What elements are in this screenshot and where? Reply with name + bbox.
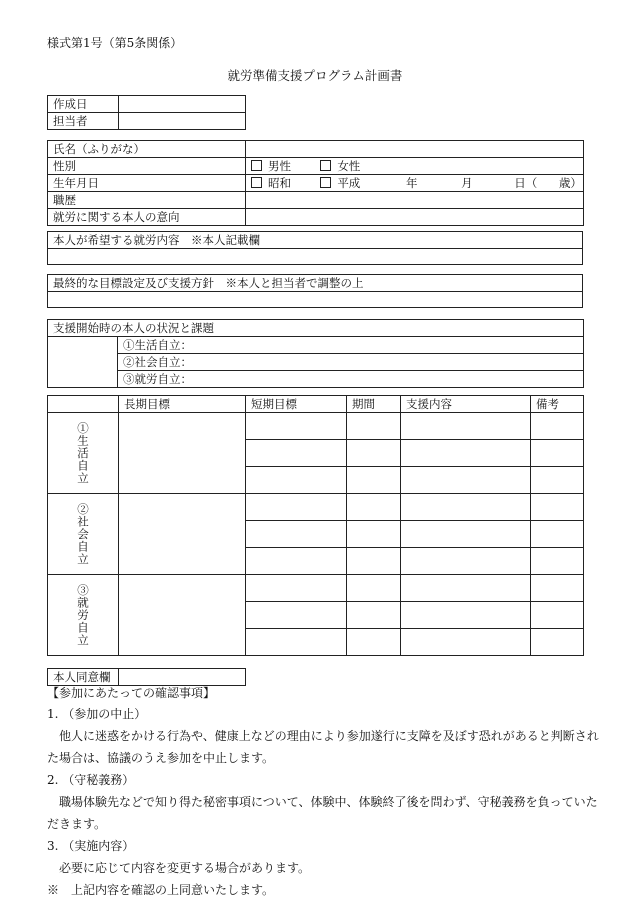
plan-cell[interactable] (347, 575, 401, 602)
name-field[interactable] (246, 141, 584, 158)
plan-cell[interactable] (401, 494, 531, 521)
plan-cell[interactable] (531, 440, 584, 467)
notes-final: ※ 上記内容を確認の上同意いたします。 (47, 883, 275, 897)
plan-cell[interactable] (401, 548, 531, 575)
showa-checkbox[interactable] (251, 177, 262, 188)
gender-field (246, 158, 584, 175)
wish-table (47, 231, 583, 265)
status-item-2[interactable]: ②社会自立： (118, 354, 584, 371)
note-1-title: 1. （参加の中止） (47, 707, 147, 721)
plan-cell[interactable] (531, 629, 584, 656)
note-3-title: 3. （実施内容） (47, 839, 135, 853)
status-label: 支援開始時の本人の状況と課題 (48, 320, 584, 337)
wish-field[interactable] (48, 249, 583, 265)
plan-cell[interactable] (401, 521, 531, 548)
intention-field[interactable] (246, 209, 584, 226)
form-number: 様式第1号（第5条関係） (47, 36, 183, 50)
female-checkbox[interactable] (320, 160, 331, 171)
plan-cell[interactable] (401, 575, 531, 602)
plan-header-content: 支援内容 (401, 396, 531, 413)
notes-heading: 【参加にあたっての確認事項】 (47, 686, 216, 700)
plan-cell[interactable] (401, 413, 531, 440)
plan-cell[interactable] (246, 602, 347, 629)
plan-cell[interactable] (531, 413, 584, 440)
day-label: 日（ (514, 176, 538, 190)
plan-cell[interactable] (347, 548, 401, 575)
plan-table (47, 395, 584, 656)
plan-cell[interactable] (347, 602, 401, 629)
page-title: 就労準備支援プログラム計画書 (227, 68, 403, 83)
female-label: 女性 (337, 159, 361, 173)
plan-cell[interactable] (531, 521, 584, 548)
note-3-line-1: 必要に応じて内容を変更する場合があります。 (59, 861, 311, 875)
plan-section-3-long[interactable] (119, 575, 246, 656)
status-table (47, 319, 584, 388)
policy-label: 最終的な目標設定及び支援方針 ※本人と担当者で調整の上 (48, 275, 583, 292)
created-label: 作成日 (48, 96, 119, 113)
plan-cell[interactable] (401, 467, 531, 494)
plan-cell[interactable] (401, 602, 531, 629)
plan-cell[interactable] (531, 602, 584, 629)
plan-cell[interactable] (531, 494, 584, 521)
plan-cell[interactable] (401, 440, 531, 467)
plan-cell[interactable] (246, 440, 347, 467)
plan-header-short: 短期目標 (246, 396, 347, 413)
plan-section-2-long[interactable] (119, 494, 246, 575)
plan-cell[interactable] (347, 440, 401, 467)
plan-cell[interactable] (347, 629, 401, 656)
birth-label: 生年月日 (48, 175, 246, 192)
plan-cell[interactable] (347, 413, 401, 440)
profile-table (47, 140, 584, 226)
plan-cell[interactable] (531, 548, 584, 575)
plan-header-long: 長期目標 (119, 396, 246, 413)
policy-table (47, 274, 583, 308)
notes (47, 683, 599, 901)
name-label: 氏名（ふりがな） (48, 141, 246, 158)
plan-cell[interactable] (531, 467, 584, 494)
staff-field[interactable] (119, 113, 246, 130)
plan-cell[interactable] (246, 629, 347, 656)
note-1-line-2: た場合は、協議のうえ参加を中止します。 (47, 751, 275, 765)
plan-cell[interactable] (246, 521, 347, 548)
male-checkbox[interactable] (251, 160, 262, 171)
birth-field (246, 175, 584, 192)
policy-field[interactable] (48, 292, 583, 308)
plan-cell[interactable] (531, 575, 584, 602)
heisei-label: 平成 (337, 176, 361, 190)
male-label: 男性 (268, 159, 291, 173)
consent-label: 本人同意欄 (48, 669, 119, 686)
plan-header-blank (48, 396, 119, 413)
plan-cell[interactable] (347, 467, 401, 494)
plan-cell[interactable] (401, 629, 531, 656)
plan-section-1-long[interactable] (119, 413, 246, 494)
meta-table (47, 95, 246, 130)
plan-section-1-label: ①生活自立 (48, 413, 119, 494)
month-label: 月 (461, 176, 473, 190)
status-item-1[interactable]: ①生活自立： (118, 337, 584, 354)
career-field[interactable] (246, 192, 584, 209)
plan-cell[interactable] (246, 413, 347, 440)
plan-section-2-label: ②社会自立 (48, 494, 119, 575)
plan-cell[interactable] (246, 575, 347, 602)
age-label: 歳） (558, 176, 582, 190)
year-label: 年 (405, 176, 418, 190)
heisei-checkbox[interactable] (320, 177, 331, 188)
plan-cell[interactable] (246, 467, 347, 494)
plan-header-period: 期間 (347, 396, 401, 413)
status-indent (48, 337, 118, 388)
note-2-line-2: だきます。 (47, 817, 107, 831)
career-label: 職歴 (48, 192, 246, 209)
note-2-title: 2. （守秘義務） (47, 773, 135, 787)
created-field[interactable] (119, 96, 246, 113)
plan-header-remarks: 備考 (531, 396, 584, 413)
plan-section-3-label: ③就労自立 (48, 575, 119, 656)
plan-cell[interactable] (347, 494, 401, 521)
intention-label: 就労に関する本人の意向 (48, 209, 246, 226)
staff-label: 担当者 (48, 113, 119, 130)
plan-cell[interactable] (246, 548, 347, 575)
wish-label: 本人が希望する就労内容 ※本人記載欄 (48, 232, 583, 249)
note-2-line-1: 職場体験先などで知り得た秘密事項について、体験中、体験終了後を問わず、守秘義務を負っていた (59, 795, 598, 809)
gender-label: 性別 (48, 158, 246, 175)
plan-cell[interactable] (347, 521, 401, 548)
note-1-line-1: 他人に迷惑をかける行為や、健康上などの理由により参加遂行に支障を及ぼす恐れがあると判断され (59, 729, 599, 743)
plan-cell[interactable] (246, 494, 347, 521)
showa-label: 昭和 (268, 176, 291, 190)
status-item-3[interactable]: ③就労自立： (118, 371, 584, 388)
